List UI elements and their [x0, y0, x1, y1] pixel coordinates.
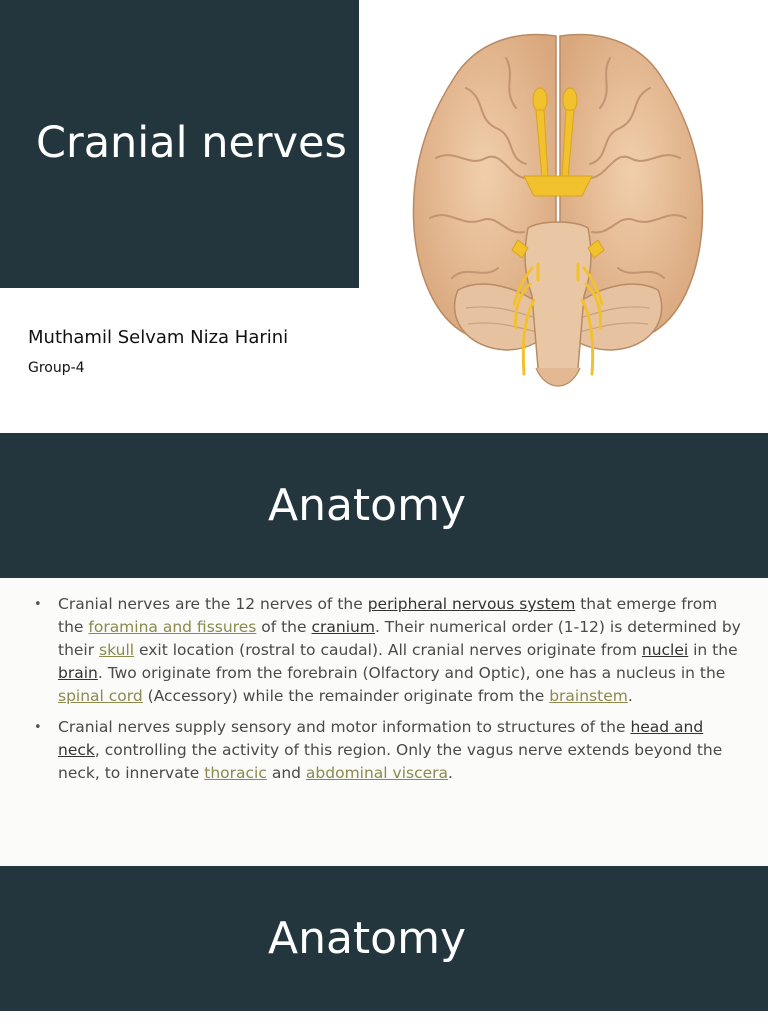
text-link[interactable]: brain — [58, 664, 98, 682]
anatomy-header-band — [0, 433, 768, 578]
author-name: Muthamil Selvam Niza Harini — [28, 327, 289, 348]
text-segment: Cranial nerves supply sensory and motor information to structures of the — [58, 718, 631, 736]
text-link[interactable]: peripheral nervous system — [367, 595, 576, 613]
bullet-icon: • — [34, 597, 42, 612]
text-segment: . Their numerical order (1-12) is determined by their — [58, 618, 741, 659]
text-segment: , controlling the activity of this region. Only the vagus nerve extends beyond the neck, to innervate — [58, 741, 723, 782]
text-segment: . — [448, 764, 453, 782]
section-heading: Anatomy — [267, 913, 467, 964]
text-link[interactable]: nuclei — [641, 641, 689, 659]
text-link[interactable]: cranium — [311, 618, 375, 636]
text-link[interactable]: brainstem — [549, 687, 628, 705]
text-link[interactable]: abdominal viscera — [305, 764, 449, 782]
text-segment: that emerge from the — [58, 595, 718, 636]
anatomy-header-band-2 — [0, 866, 768, 1011]
brain-illustration — [406, 28, 710, 400]
bullet-item — [34, 716, 744, 785]
title-slide — [0, 0, 768, 432]
group-label: Group-4 — [28, 360, 85, 376]
text-segment: and — [266, 764, 306, 782]
text-link[interactable]: spinal cord — [58, 687, 143, 705]
bullet-list — [34, 593, 744, 793]
text-link[interactable]: foramina and fissures — [88, 618, 257, 636]
text-segment: in the — [688, 641, 738, 659]
text-link[interactable]: head and neck — [58, 718, 704, 759]
text-segment: . — [627, 687, 633, 705]
text-segment: exit location (rostral to caudal). All cranial nerves originate from — [134, 641, 642, 659]
text-link[interactable]: skull — [99, 641, 135, 659]
bullet-item — [34, 593, 744, 708]
text-segment: Cranial nerves are the 12 nerves of the — [58, 595, 368, 613]
section-heading: Anatomy — [267, 480, 467, 531]
text-segment: (Accessory) while the remainder originate from the — [142, 687, 550, 705]
bullet-icon: • — [34, 720, 42, 735]
text-segment: of the — [256, 618, 312, 636]
anatomy-content — [0, 578, 768, 866]
text-link[interactable]: thoracic — [204, 764, 267, 782]
slide-title: Cranial nerves — [36, 118, 347, 168]
title-panel — [0, 0, 359, 288]
text-segment: . Two originate from the forebrain (Olfactory and Optic), one has a nucleus in the — [97, 664, 726, 682]
